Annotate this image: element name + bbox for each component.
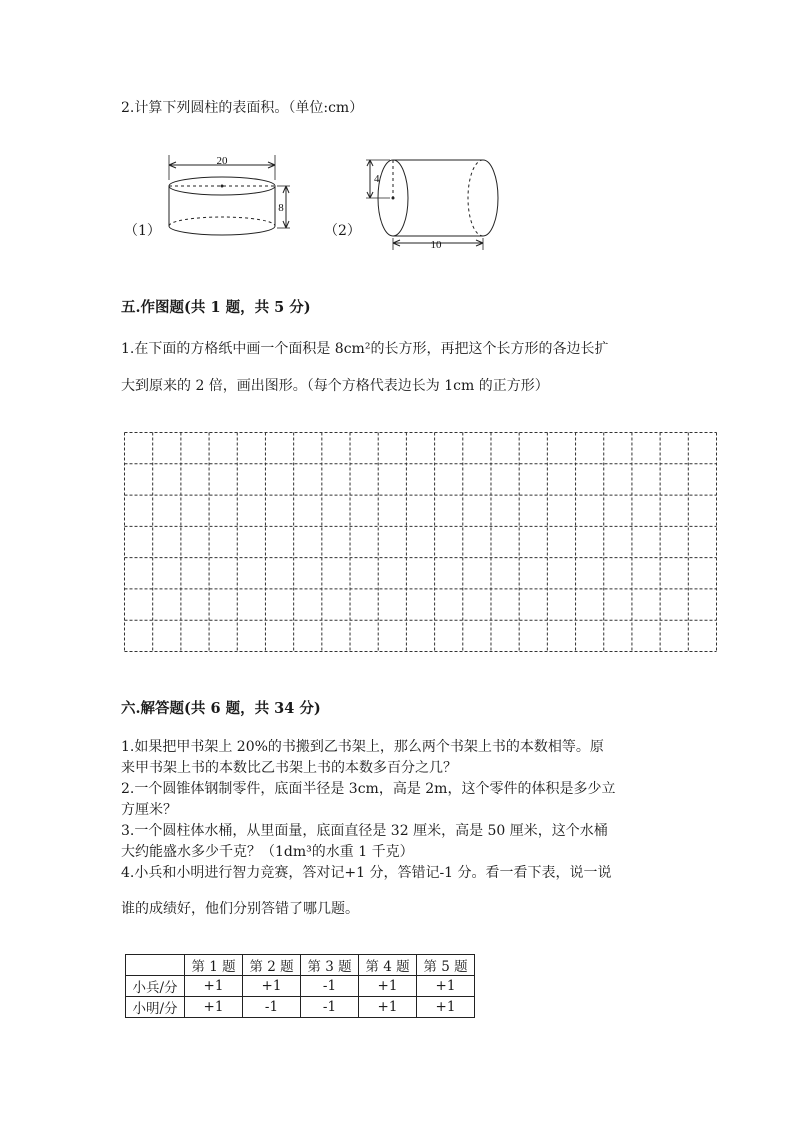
table-row (126, 976, 475, 997)
table-cell: +1 (243, 976, 301, 997)
table-header-cell: 第 3 题 (301, 955, 359, 976)
table-header-cell: 第 5 题 (417, 955, 475, 976)
radius-label: 4 (374, 173, 380, 185)
table-cell: 小明/分 (126, 997, 185, 1018)
section-6-line: 4.小兵和小明进行智力竞赛，答对记+1 分，答错记-1 分。看一看下表，说一说 (121, 865, 612, 881)
score-table (125, 954, 475, 1018)
section-6-line: 来甲书架上书的本数比乙书架上书的本数多百分之几？ (121, 760, 457, 776)
section-6-line: 2.一个圆锥体钢制零件，底面半径是 3cm，高是 2m，这个零件的体积是多少立 (121, 781, 616, 797)
table-cell: -1 (301, 976, 359, 997)
section-6-line: 大约能盛水多少千克？（1dm³的水重 1 千克） (121, 844, 414, 860)
cylinder-figure-1 (160, 152, 300, 252)
section-5-q1-line2: 大到原来的 2 倍，画出图形。（每个方格代表边长为 1cm 的正方形） (121, 378, 549, 394)
table-cell: +1 (359, 997, 417, 1018)
table-cell: +1 (185, 997, 243, 1018)
table-header-cell: 第 4 题 (359, 955, 417, 976)
section-6-line: 方厘米？ (121, 802, 177, 818)
figure-1-label: （1） (124, 223, 161, 239)
diameter-label: 20 (216, 155, 228, 167)
question-2-title: 2.计算下列圆柱的表面积。（单位:cm） (121, 100, 364, 116)
table-header-cell: 第 1 题 (185, 955, 243, 976)
table-cell: +1 (185, 976, 243, 997)
table-cell: 小兵/分 (126, 976, 185, 997)
table-header-cell: 第 2 题 (243, 955, 301, 976)
table-cell: -1 (301, 997, 359, 1018)
table-cell: -1 (243, 997, 301, 1018)
section-6-line: 3.一个圆柱体水桶，从里面量，底面直径是 32 厘米，高是 50 厘米，这个水桶 (121, 823, 608, 839)
square-grid-paper (123, 431, 718, 653)
section-6-line: 1.如果把甲书架上 20%的书搬到乙书架上，那么两个书架上书的本数相等。原 (121, 739, 604, 755)
length-label: 10 (430, 239, 442, 251)
cylinder-figure-2 (360, 150, 510, 256)
table-cell: +1 (417, 976, 475, 997)
table-header-row (126, 955, 475, 976)
table-cell: +1 (417, 997, 475, 1018)
table-row (126, 997, 475, 1018)
table-cell: +1 (359, 976, 417, 997)
section-5-heading: 五.作图题(共 1 题，共 5 分) (121, 299, 311, 316)
figure-2-label: （2） (324, 223, 361, 239)
section-6-heading: 六.解答题(共 6 题，共 34 分) (121, 700, 321, 717)
height-label: 8 (278, 202, 284, 214)
section-6-q4-line2: 谁的成绩好，他们分别答错了哪几题。 (121, 901, 359, 917)
table-header-cell (126, 955, 185, 976)
section-5-q1-line1: 1.在下面的方格纸中画一个面积是 8cm²的长方形，再把这个长方形的各边长扩 (121, 341, 609, 357)
